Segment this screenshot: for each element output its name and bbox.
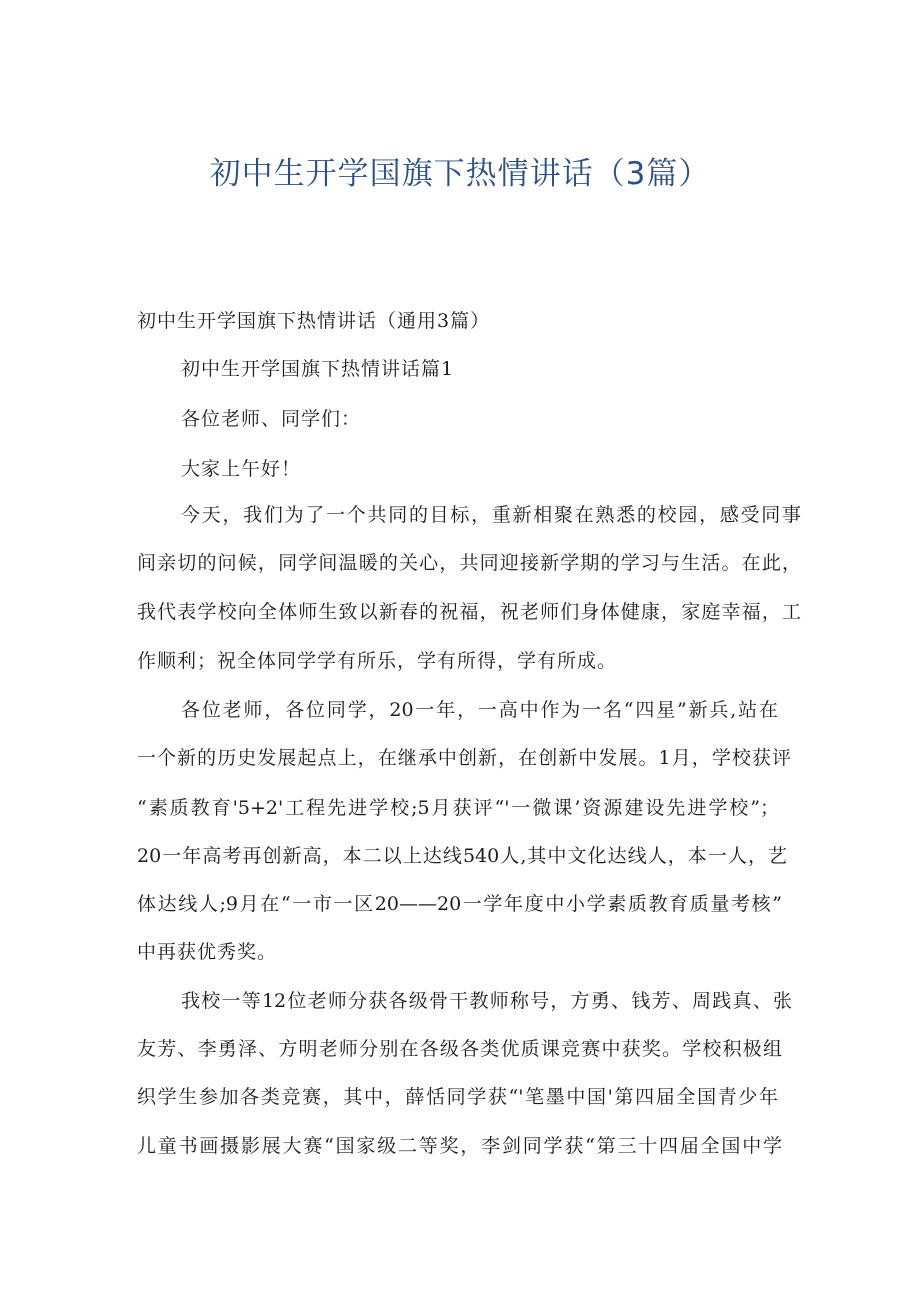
paragraph-line: 20一年高考再创新高，本二以上达线540人,其中文化达线人，本一人，艺 bbox=[137, 845, 787, 867]
salutation: 各位老师、同学们： bbox=[181, 408, 362, 430]
paragraph-line: 中再获优秀奖。 bbox=[137, 941, 278, 963]
paragraph-line: 我校一等12位老师分获各级骨干教师称号，方勇、钱芳、周践真、张 bbox=[181, 990, 792, 1012]
paragraph-line: 今天，我们为了一个共同的目标，重新相聚在熟悉的校园，感受同事 bbox=[181, 504, 801, 526]
paragraph-line: 作顺利；祝全体同学学有所乐，学有所得，学有所成。 bbox=[137, 650, 618, 672]
greeting: 大家上午好！ bbox=[181, 458, 302, 480]
paragraph-line: 各位老师，各位同学，20一年，一高中作为一名“四星”新兵,站在 bbox=[181, 699, 778, 721]
paragraph-line: 友芳、李勇泽、方明老师分别在各级各类优质课竞赛中获奖。学校积极组 bbox=[137, 1038, 782, 1060]
paragraph-line: 间亲切的问候，同学间温暖的关心，共同迎接新学期的学习与生活。在此， bbox=[137, 552, 801, 574]
paragraph-line: 一个新的历史发展起点上，在继承中创新，在创新中发展。1月，学校获评 bbox=[137, 747, 791, 769]
section-heading: 初中生开学国旗下热情讲话篇1 bbox=[181, 358, 455, 380]
paragraph-line: 我代表学校向全体师生致以新春的祝福，祝老师们身体健康，家庭幸福，工 bbox=[137, 601, 801, 623]
paragraph-line: “素质教育'5+2'工程先进学校;5月获评“'一微课’资源建设先进学校”； bbox=[137, 797, 779, 819]
paragraph-line: 织学生参加各类竞赛，其中，薛恬同学获“'笔墨中国'第四届全国青少年 bbox=[137, 1086, 778, 1108]
document-title: 初中生开学国旗下热情讲话（3篇） bbox=[209, 156, 711, 192]
document-subtitle: 初中生开学国旗下热情讲话（通用3篇） bbox=[137, 310, 491, 332]
paragraph-line: 儿童书画摄影展大赛“国家级二等奖，李剑同学获“第三十四届全国中学 bbox=[137, 1135, 782, 1157]
paragraph-line: 体达线人;9月在“一市一区20——20一学年度中小学素质教育质量考核” bbox=[137, 893, 782, 915]
